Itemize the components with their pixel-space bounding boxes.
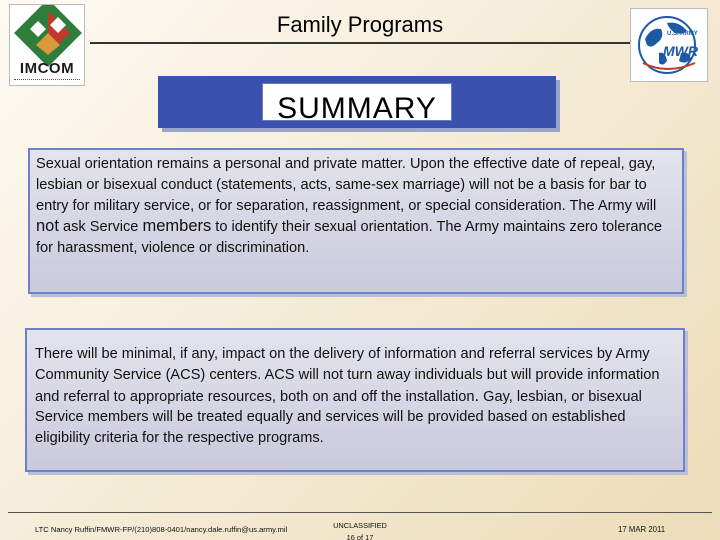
header-divider: [90, 42, 630, 44]
acs-impact-text: [35, 344, 681, 449]
policy-text-part-b: ask Service: [58, 219, 143, 236]
policy-summary-box: [28, 148, 684, 294]
footer-contact: LTC Nancy Ruffin/FMWR-FP/(210)808-0401/nancy.dale.ruffin@us.army.mil: [35, 525, 288, 534]
summary-heading: SUMMARY: [277, 92, 437, 125]
page-title: Family Programs: [276, 12, 444, 37]
policy-text-members: members: [142, 217, 212, 236]
acs-text-part-b: Gay, lesbian, or bisexual Service members will be treated equally and services will be provided based on established eligibility criteria for the respective programs.: [35, 388, 642, 447]
mwr-logo: [630, 8, 708, 82]
acs-text-part-a: There will be minimal, if any, impact on the delivery of information and referral services by Army Community Service (ACS) centers. ACS will not turn away individuals but will provide information and referral to appropriate resources, both on and off the installation: [35, 346, 660, 405]
summary-banner: [158, 76, 556, 128]
summary-banner-inner: [262, 83, 452, 125]
imcom-logo-text: IMCOM: [19, 60, 75, 77]
mwr-logo-text: MWR: [663, 43, 698, 59]
footer-page-number: 16 of 17: [346, 533, 374, 540]
footer-classification-block: [320, 520, 400, 540]
acs-text-period: .: [474, 386, 480, 405]
policy-text-part-a: Sexual orientation remains a personal and private matter. Upon the effective date of repeal, gay, lesbian or bisexual conduct (statements, acts, same-sex marriage) will not be a basis for bar to entry for military service, or for separation, reassignment, or special consideration. The Army will: [36, 156, 657, 214]
imcom-logo-subline: [14, 79, 80, 82]
footer-date: 17 MAR 2011: [618, 525, 666, 534]
footer-divider: [8, 512, 712, 513]
policy-summary-text: [36, 154, 678, 259]
acs-impact-box: [25, 328, 685, 472]
mwr-logo-small-text: U.S. ARMY: [667, 31, 698, 37]
footer-classification: UNCLASSIFIED: [333, 521, 387, 530]
policy-text-part-c: to identify their sexual orientation. The Army maintains zero tolerance for harassment, violence or discrimination.: [36, 219, 662, 257]
policy-text-not: not: [36, 217, 59, 236]
